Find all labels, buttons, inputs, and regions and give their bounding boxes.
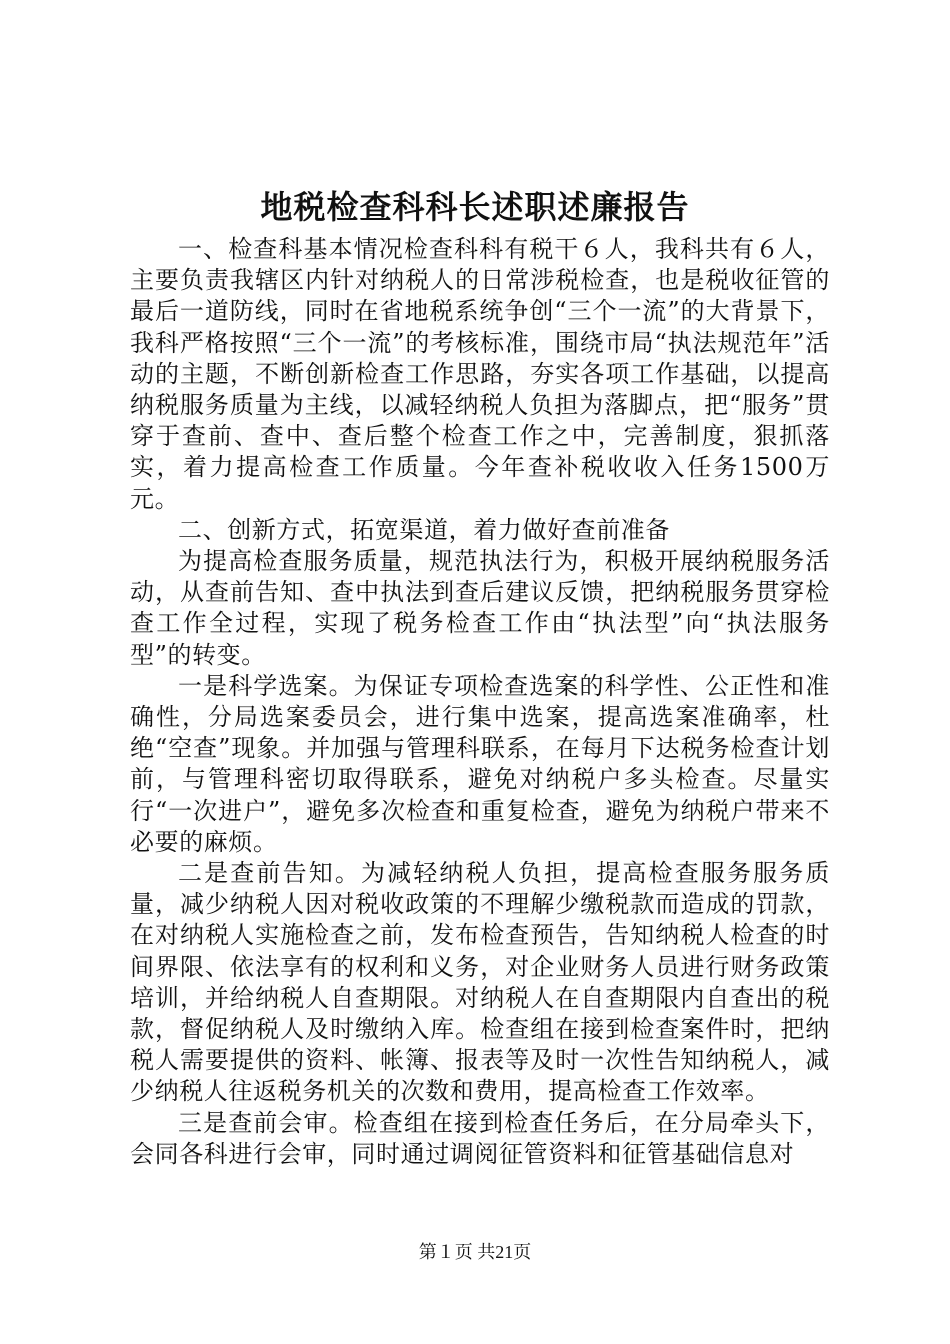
paragraph-pre-review: 三是查前会审。检查组在接到检查任务后，在分局牵头下，会同各科进行会审，同时通过调阅征管资料和征管基础信息对 — [130, 1108, 830, 1168]
document-body — [130, 234, 830, 1170]
paragraph-case-selection: 一是科学选案。为保证专项检查选案的科学性、公正性和准确性，分局选案委员会，进行集中选案，提高选案准确率，杜绝“空查”现象。并加强与管理科联系，在每月下达税务检查计划前，与管理科密切取得联系，避免对纳税户多头检查。尽量实行“一次进户”，避免多次检查和重复检查，避免为纳税户带来不必要的麻烦。 — [130, 671, 830, 856]
document-title: 地税检查科科长述职述廉报告 — [260, 188, 690, 226]
paragraph-basic-info: 一、检查科基本情况检查科科有税干６人，我科共有６人，主要负责我辖区内针对纳税人的日常涉税检查，也是税收征管的最后一道防线，同时在省地税系统争创“三个一流”的大背景下，我科严格按照“三个一流”的考核标准，围绕市局“执法规范年”活动的主题，不断创新检查工作思路，夯实各项工作基础，以提高纳税服务质量为主线，以减轻纳税人负担为落脚点，把“服务”贯穿于查前、查中、查后整个检查工作之中，完善制度，狠抓落实，着力提高检查工作质量。今年查补税收收入任务1500万元。 — [130, 235, 830, 513]
page-number-footer: 第１页 共21页 — [418, 1242, 532, 1262]
paragraph-heading-two: 二、创新方式，拓宽渠道，着力做好查前准备 — [178, 515, 670, 544]
paragraph-pre-notice: 二是查前告知。为减轻纳税人负担，提高检查服务服务质量，减少纳税人因对税收政策的不理解少缴税款而造成的罚款，在对纳税人实施检查之前，发布检查预告，告知纳税人检查的时间界限、依法享有的权利和义务，对企业财务人员进行财务政策培训，并给纳税人自查期限。对纳税人在自查期限内自查出的税款，督促纳税人及时缴纳入库。检查组在接到检查案件时，把纳税人需要提供的资料、帐簿、报表等及时一次性告知纳税人，减少纳税人往返税务机关的次数和费用，提高检查工作效率。 — [130, 859, 830, 1106]
paragraph-service-quality: 为提高检查服务质量，规范执法行为，积极开展纳税服务活动，从查前告知、查中执法到查后建议反馈，把纳税服务贯穿检查工作全过程，实现了税务检查工作由“执法型”向“执法服务型”的转变。 — [130, 547, 830, 669]
